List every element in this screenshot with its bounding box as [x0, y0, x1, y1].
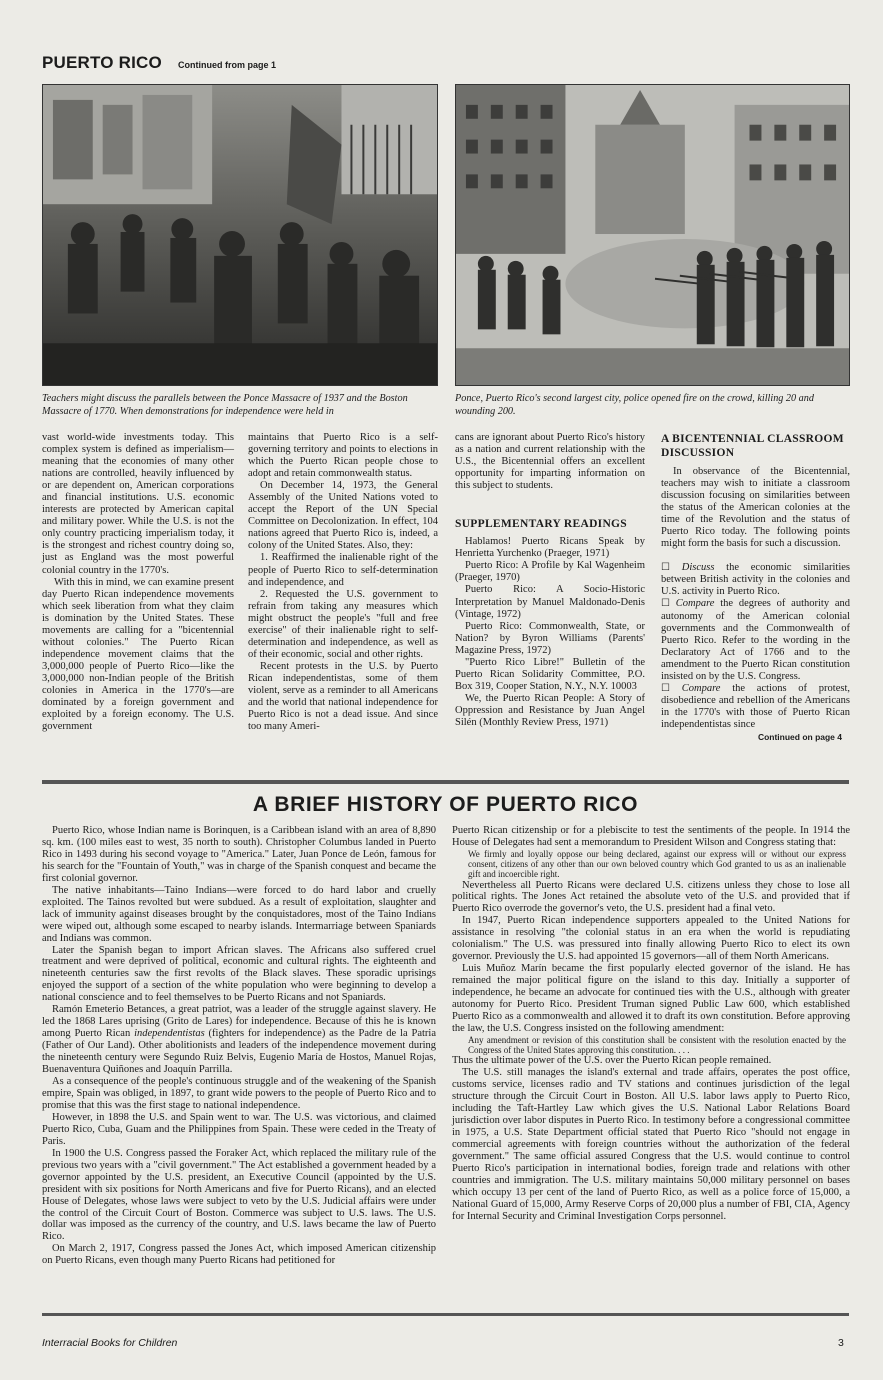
checkbox-icon: ☐ — [661, 682, 670, 694]
col3-paragraph: cans are ignorant about Puerto Rico's history as a nation and current relationship with the U.S., the Bicentennial offers an excellent opportunity for imparting information on this subject to students. — [455, 432, 645, 492]
reading-item: "Puerto Rico Libre!" Bulletin of the Puerto Rican Solidarity Committee, P.O. Box 319, Cooper Station, N.Y., N.Y. 10003 — [455, 656, 645, 692]
page-number: 3 — [838, 1337, 844, 1349]
col2-paragraph: Recent protests in the U.S. by Puerto Rican independentistas, some of them violent, serve as a reminder to all Americans and the world that national independence for Puerto Rico is not a dead issue. And since too many Ameri- — [248, 660, 438, 733]
left-photo-caption: Teachers might discuss the parallels between the Ponce Massacre of 1937 and the Boston Massacre of 1770. When demonstrations for independence were held in — [42, 393, 408, 417]
reading-item: Hablamos! Puerto Ricans Speak by Henrietta Yurchenko (Praeger, 1971) — [455, 536, 645, 560]
ponce-massacre-photo — [42, 84, 438, 386]
classroom-discussion-heading: A BICENTENNIAL CLASSROOM DISCUSSION — [661, 433, 844, 459]
article-column-2 — [248, 432, 438, 733]
section-divider — [42, 780, 849, 784]
article-column-1 — [42, 432, 234, 733]
history-paragraph: Puerto Rican citizenship or for a plebiscite to test the sentiments of the people. In 1914 the House of Delegates had sent a memorandum to President Wilson and Congress stating that: — [452, 825, 850, 848]
boston-massacre-image — [456, 85, 849, 385]
boston-massacre-photo — [455, 84, 850, 386]
article-column-3 — [455, 432, 645, 729]
publication-name: Interracial Books for Children — [42, 1337, 178, 1349]
article-column-4 — [661, 432, 850, 743]
history-column-left — [42, 825, 436, 1267]
discussion-point: ☐ Compare the actions of protest, disobedience and rebellion of the Americans in the 1770's with those of Puerto Rican independentistas since — [661, 682, 850, 730]
history-paragraph: Luis Muñoz Marín became the first popularly elected governor of the island. He has remained the major political figure on the island to this day. Initially a supporter of independence, he became an advocate for continued ties with the U.S., although with greater autonomy for Puerto Rico. President Truman signed Public Law 600, which established Puerto Rico as a commonwealth and allowed it to draft its own constitution. Before approving the law, the U.S. Congress insisted on the following amendment: — [452, 963, 850, 1034]
history-paragraph: As a consequence of the people's continuous struggle and of the weakening of the Spanish empire, Spain was obliged, in 1897, to grant wide powers to the people of Puerto Rico and to promise that this was the first stage to national independence. — [42, 1076, 436, 1111]
history-paragraph: Ramón Emeterio Betances, a great patriot, was a leader of the struggle against slavery. He led the 1868 Lares uprising (Grito de Lares) for independence. Because of this he is known among Puerto Rican independentistas (fighters for independence) as the Padre de la Patria (Father of Our Land). Other abolitionists and leaders of the independence movement during the nineteenth century were Segundo Ruiz Belvis, Eugenio María de Hostos, Manuel Rojas, Buenaventura Quiñones and Joaquín Parrilla. — [42, 1004, 436, 1076]
history-paragraph: In 1900 the U.S. Congress passed the Foraker Act, which replaced the military rule of the previous two years with a "civil government." The Act established a government headed by a governor appointed by the U.S. president, an Executive Council (appointed by the U.S. president with six positions for North Americans and five for Puerto Ricans), and an elected House of Delegates, whose laws were subject to veto by the U.S. Judicial affairs were under the control of the Circuit Court of Boston. Commerce was subject to U.S. laws. The U.S. dollar was imposed as the currency of the country, and U.S. laws became the law of Puerto Rico. — [42, 1147, 436, 1243]
col2-paragraph: maintains that Puerto Rico is a self-governing territory and points to elections in which the Puerto Rican people chose to adopt and retain commonwealth status. — [248, 432, 438, 480]
history-quote: Any amendment or revision of this constitution shall be consistent with the resolution enacted by the Congress of the United States approving this constitution. . . . — [468, 1034, 846, 1056]
history-paragraph: Puerto Rico, whose Indian name is Borinquen, is a Caribbean island with an area of 8,890 sq. km. (100 miles east to west, 35 north to south). Christopher Columbus landed in Puerto Rico in 1493 during his second voyage to "America." Later, Juan Ponce de León, famous for his search for the "Fountain of Youth," was in charge of the Spanish conquest and became the first colonial governor. — [42, 825, 436, 884]
continued-on-link[interactable]: Continued on page 4 — [757, 731, 842, 742]
right-photo-caption: Ponce, Puerto Rico's second largest city, police opened fire on the crowd, killing 20 and wounding 200. — [455, 393, 814, 417]
col2-paragraph: 1. Reaffirmed the inalienable right of the people of Puerto Rico to self-determination and independence, and — [248, 552, 438, 588]
col1-paragraph: vast world-wide investments today. This complex system is defined as imperialism—meaning that the economies of many other nations are controlled, heavily influenced by or are dependent on, American corporations and financial institutions. U.S. economic interests are protected by American capital and military power. While the U.S. is not the only country practicing imperialism today, it is the strongest and richest country doing so, just as England was the most powerful colonial country in the 1770's. — [42, 432, 234, 576]
history-title: A BRIEF HISTORY OF PUERTO RICO — [252, 793, 639, 816]
page-header — [42, 53, 276, 75]
ponce-massacre-image — [43, 85, 437, 385]
discussion-point: ☐ Discuss the economic similarities between British activity in the colonies and U.S. activity in Puerto Rico. — [661, 562, 850, 598]
history-column-right — [452, 825, 850, 1223]
discussion-point: ☐ Compare the degrees of authority and autonomy of the American colonial governments and the Commonwealth of Puerto Rico. Refer to the wording in the Declaratory Act of 1766 and to the amendment to the Puerto Rican constitution insisted on by the U.S. Congress. — [661, 598, 851, 682]
continued-from-note: Continued from page 1 — [177, 60, 276, 70]
history-paragraph: Nevertheless all Puerto Ricans were declared U.S. citizens unless they chose to lose all political rights. The Jones Act retained the absolute veto of the U.S. and provided that if Puerto Rico overrode the governor's veto, the U.S. president had a final veto. — [452, 879, 850, 915]
reading-item: Puerto Rico: Commonwealth, State, or Nation? by Byron Williams (Parents' Magazine Press, 1972) — [455, 620, 645, 656]
history-quote: We firmly and loyally oppose our being declared, against our express will or without our express consent, citizens of any other than our own beloved country which God granted to us as an inalienable gift and incoercible right. — [468, 848, 846, 880]
history-paragraph: On March 2, 1917, Congress passed the Jones Act, which imposed American citizenship on Puerto Ricans, even though many Puerto Ricans had petitioned for — [42, 1243, 436, 1267]
history-paragraph: The native inhabitants—Taino Indians—were forced to do hard labor and cruelly exploited. The Tainos revolted but were subdued. As a result of exploitation, slaughter and lack of immunity against diseases brought by the conquistadores, most of the Taino Indians were wiped out, although some escaped to nearby islands. Intermarriage between Spaniards and Indians was common. — [42, 884, 436, 944]
reading-item: Puerto Rico: A Profile by Kal Wagenheim (Praeger, 1970) — [455, 560, 645, 584]
col1-paragraph: With this in mind, we can examine present day Puerto Rican independence movements which seek liberation from what they claim is domination by the United States. These movements are calling for a "bicentennial without colonies." The Puerto Rican independence movement claims that the 3,000,000 people of Puerto Rico—like the 3,000,000 non-Indian people of the British colonies in America in the 1770's—are dominated by a foreign government and exploited by a foreign economy. The U.S. government — [42, 576, 234, 733]
history-paragraph: In 1947, Puerto Rican independence supporters appealed to the United Nations for assistance in resolving "the colonial status in an era when the world is repudiating colonialism." The U.S. was pressured into finally allowing Puerto Rico to elect its own governor. Previously the U.S. had appointed 15 governors—all of them North Americans. — [452, 915, 850, 963]
section-title: PUERTO RICO — [42, 53, 162, 72]
history-paragraph: The U.S. still manages the island's external and trade affairs, operates the post office, customs service, licenses radio and TV stations and continues jurisdiction of the legal structure through the Circuit Court in Boston. All U.S. labor laws apply to Puerto Rico, including the Taft-Hartley Law which gives the U.S. National Labor Relations Board jurisdiction over labor disputes in Puerto Rico. In testimony before a congressional committee in 1975, a U.S. State Department official stated that Puerto Rico "should not engage in commercial agreements with foreign countries without the authorization of the federal government." The same official assured Congress that the U.S. would continue to control Puerto Rico's participation in international bodies, foreign trade and relations with other countries and immigration. The U.S. military maintains 50,000 military personnel on bases which occupy 13 per cent of the land of Puerto Rico, as well as a police force of 15,000, a National Guard of 15,000, Army Reserve Corps of 20,000 plus a number of FBI, CIA, Agency for Internal Security and Criminal Investigation Corps personnel. — [452, 1067, 850, 1222]
col4-paragraph: In observance of the Bicentennial, teachers may wish to initiate a classroom discussion focusing on similarities between the status of the American colonies at the time of the Revolution and the status of Puerto Rico today. The following points might form the basis for such a discussion. — [661, 466, 850, 550]
reading-item: We, the Puerto Rican People: A Story of Oppression and Resistance by Juan Angel Silén (Monthly Review Press, 1971) — [455, 692, 645, 728]
supplementary-readings-heading: SUPPLEMENTARY READINGS — [455, 518, 628, 531]
reading-item: Puerto Rico: A Socio-Historic Interpretation by Manuel Maldonado-Denis (Vintage, 1972) — [455, 584, 645, 620]
checkbox-icon: ☐ — [661, 562, 670, 574]
footer-divider — [42, 1313, 849, 1316]
history-paragraph: Thus the ultimate power of the U.S. over the Puerto Rican people remained. — [452, 1055, 772, 1067]
history-paragraph: However, in 1898 the U.S. and Spain went to war. The U.S. was victorious, and claimed Puerto Rico, Cuba, Guam and the Philippines from Spain. These were ceded in the Treaty of Paris. — [42, 1111, 436, 1147]
col2-paragraph: On December 14, 1973, the General Assembly of the United Nations voted to accept the Report of the UN Special Committee on Decolonization. In effect, 104 nations agreed that Puerto Rico is, indeed, a colony of the United States. Also, they: — [248, 480, 438, 552]
checkbox-icon: ☐ — [661, 598, 670, 610]
history-paragraph: Later the Spanish began to import African slaves. The Africans also suffered cruel treatment and were deprived of political, economic and cultural rights. The eighteenth and nineteenth centuries saw the first revolts of the Black slaves. These sporadic uprisings enjoyed the support of a section of the white population who were beginning to develop a national conscience and to feel themselves to be Puerto Ricans and not Spaniards. — [42, 944, 436, 1004]
col2-paragraph: 2. Requested the U.S. government to refrain from taking any measures which might obstruct the people's "full and free exercise" of their inalienable right to self-determination and independence, as well as of their economic, social and other rights. — [248, 588, 438, 660]
